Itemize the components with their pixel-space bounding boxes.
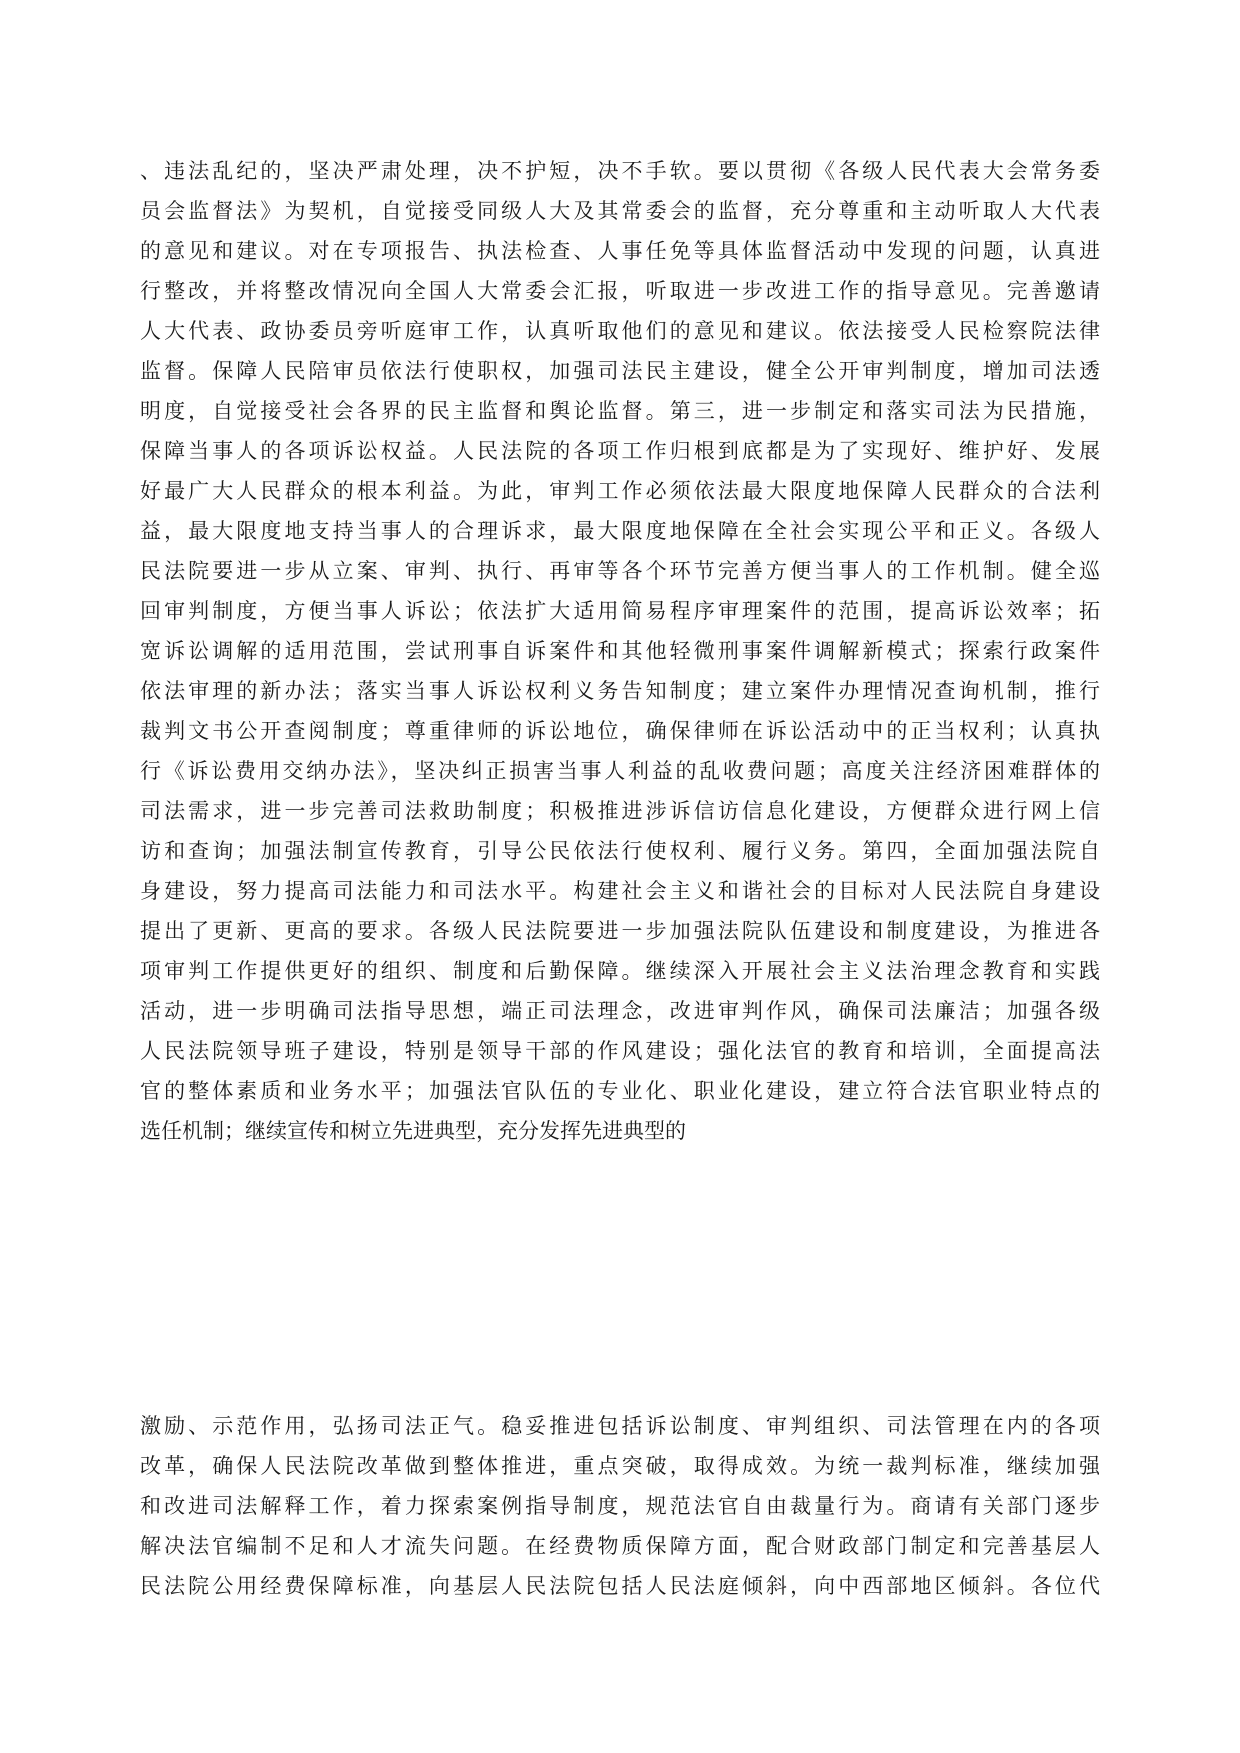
text-line: 益，最大限度地支持当事人的合理诉求，最大限度地保障在全社会实现公平和正义。各级人 [140, 519, 1100, 543]
text-line: 行《诉讼费用交纳办法》，坚决纠正损害当事人利益的乱收费问题；高度关注经济困难群体的 [140, 759, 1100, 783]
text-line: 民法院要进一步从立案、审判、执行、再审等各个环节完善方便当事人的工作机制。健全巡 [140, 559, 1100, 583]
text-line: 司法需求，进一步完善司法救助制度；积极推进涉诉信访信息化建设，方便群众进行网上信 [140, 799, 1100, 823]
text-line: 行整改，并将整改情况向全国人大常委会汇报，听取进一步改进工作的指导意见。完善邀请 [140, 279, 1100, 303]
text-line: 人民法院领导班子建设，特别是领导干部的作风建设；强化法官的教育和培训，全面提高法 [140, 1039, 1100, 1063]
text-line: 官的整体素质和业务水平；加强法官队伍的专业化、职业化建设，建立符合法官职业特点的 [140, 1079, 1100, 1103]
text-line: 裁判文书公开查阅制度；尊重律师的诉讼地位，确保律师在诉讼活动中的正当权利；认真执 [140, 719, 1100, 743]
text-line: 访和查询；加强法制宣传教育，引导公民依法行使权利、履行义务。第四，全面加强法院自 [140, 839, 1100, 863]
text-line: 、违法乱纪的，坚决严肃处理，决不护短，决不手软。要以贯彻《各级人民代表大会常务委 [140, 159, 1100, 183]
text-line: 明度，自觉接受社会各界的民主监督和舆论监督。第三，进一步制定和落实司法为民措施， [140, 399, 1100, 423]
text-line: 监督。保障人民陪审员依法行使职权，加强司法民主建设，健全公开审判制度，增加司法透 [140, 359, 1100, 383]
text-line: 人大代表、政协委员旁听庭审工作，认真听取他们的意见和建议。依法接受人民检察院法律 [140, 319, 1100, 343]
text-line: 依法审理的新办法；落实当事人诉讼权利义务告知制度；建立案件办理情况查询机制，推行 [140, 679, 1100, 703]
text-line: 激励、示范作用，弘扬司法正气。稳妥推进包括诉讼制度、审判组织、司法管理在内的各项 [140, 1414, 1100, 1438]
text-line: 的意见和建议。对在专项报告、执法检查、人事任免等具体监督活动中发现的问题，认真进 [140, 239, 1100, 263]
text-line: 民法院公用经费保障标准，向基层人民法院包括人民法庭倾斜，向中西部地区倾斜。各位代 [140, 1574, 1100, 1598]
text-line: 活动，进一步明确司法指导思想，端正司法理念，改进审判作风，确保司法廉洁；加强各级 [140, 999, 1100, 1023]
paragraph-2 [140, 1406, 1100, 1606]
text-line: 项审判工作提供更好的组织、制度和后勤保障。继续深入开展社会主义法治理念教育和实践 [140, 959, 1100, 983]
text-line: 解决法官编制不足和人才流失问题。在经费物质保障方面，配合财政部门制定和完善基层人 [140, 1534, 1100, 1558]
text-line: 和改进司法解释工作，着力探索案例指导制度，规范法官自由裁量行为。商请有关部门逐步 [140, 1494, 1100, 1518]
text-line: 员会监督法》为契机，自觉接受同级人大及其常委会的监督，充分尊重和主动听取人大代表 [140, 199, 1100, 223]
text-line: 身建设，努力提高司法能力和司法水平。构建社会主义和谐社会的目标对人民法院自身建设 [140, 879, 1100, 903]
text-line: 改革，确保人民法院改革做到整体推进，重点突破，取得成效。为统一裁判标准，继续加强 [140, 1454, 1100, 1478]
text-line: 回审判制度，方便当事人诉讼；依法扩大适用简易程序审理案件的范围，提高诉讼效率；拓 [140, 599, 1100, 623]
text-line: 提出了更新、更高的要求。各级人民法院要进一步加强法院队伍建设和制度建设，为推进各 [140, 919, 1100, 943]
text-line: 保障当事人的各项诉讼权益。人民法院的各项工作归根到底都是为了实现好、维护好、发展 [140, 439, 1100, 463]
paragraph-1 [140, 151, 1100, 1151]
text-line: 好最广大人民群众的根本利益。为此，审判工作必须依法最大限度地保障人民群众的合法利 [140, 479, 1100, 503]
text-line: 宽诉讼调解的适用范围，尝试刑事自诉案件和其他轻微刑事案件调解新模式；探索行政案件 [140, 639, 1100, 663]
text-line: 选任机制；继续宣传和树立先进典型，充分发挥先进典型的 [140, 1119, 686, 1143]
